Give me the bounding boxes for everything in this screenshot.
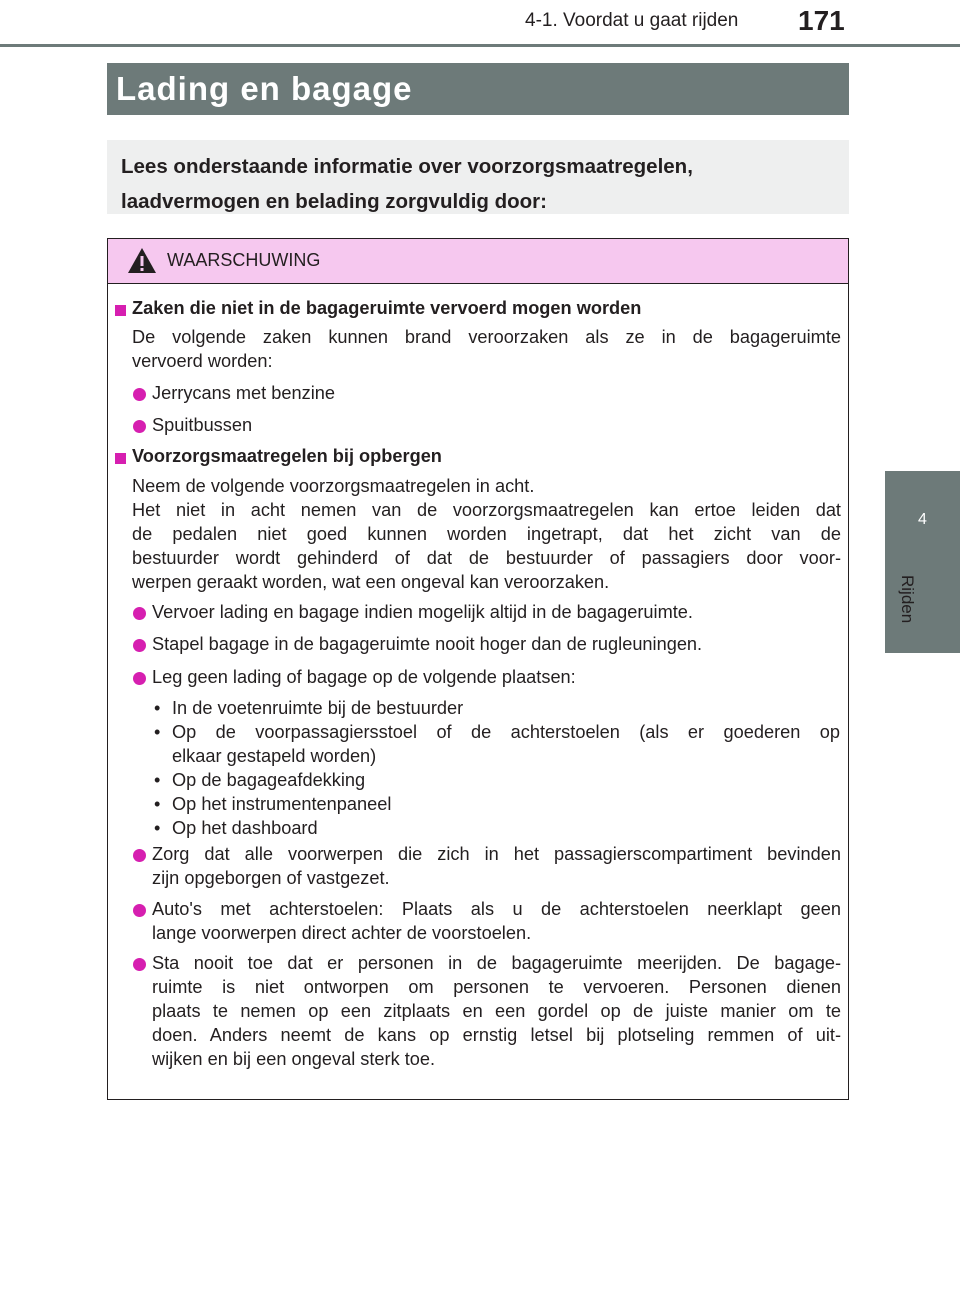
list-item-cont: zijn opgeborgen of vastgezet. bbox=[152, 868, 390, 888]
section-square-icon bbox=[115, 453, 126, 464]
chapter-label: Rijden bbox=[898, 575, 917, 624]
bullet-dot-icon bbox=[133, 849, 146, 862]
chapter-tab bbox=[885, 471, 960, 653]
paragraph-line: bestuurder wordt gehinderd of dat de bestuurder of passagiers door voor- bbox=[132, 548, 841, 568]
running-header-section: 4-1. Voordat u gaat rijden bbox=[525, 10, 739, 31]
paragraph-line: De volgende zaken kunnen brand veroorzaken als ze in de bagageruimte bbox=[132, 327, 841, 347]
header-rule bbox=[0, 44, 960, 47]
bullet-dot-icon bbox=[133, 388, 146, 401]
bullet-dot-icon bbox=[133, 904, 146, 917]
intro-line-2: laadvermogen en belading zorgvuldig door: bbox=[121, 190, 547, 213]
bullet-dot-icon bbox=[133, 672, 146, 685]
sub-list-item-cont: elkaar gestapeld worden) bbox=[172, 746, 377, 766]
sub-bullet: • bbox=[154, 698, 161, 718]
list-item-cont: doen. Anders neemt de kans op ernstig letsel bij plotseling remmen of uit- bbox=[152, 1025, 841, 1045]
list-item: Zorg dat alle voorwerpen die zich in het passagierscompartiment bevinden bbox=[152, 844, 841, 864]
warning-header bbox=[108, 239, 848, 284]
page-number: 171 bbox=[798, 5, 845, 36]
chapter-number: 4 bbox=[918, 511, 927, 528]
list-item: Auto's met achterstoelen: Plaats als u de achterstoelen neerklapt geen bbox=[152, 899, 841, 919]
paragraph-line: Neem de volgende voorzorgsmaatregelen in acht. bbox=[132, 476, 535, 496]
list-item: Stapel bagage in de bagageruimte nooit hoger dan de rugleuningen. bbox=[152, 634, 703, 654]
bullet-dot-icon bbox=[133, 607, 146, 620]
intro-line-1: Lees onderstaande informatie over voorzorgsmaatregelen, bbox=[121, 155, 693, 178]
list-item-cont: plaats te nemen op een zitplaats en een gordel op de juiste manier om te bbox=[152, 1001, 841, 1021]
bullet-dot-icon bbox=[133, 958, 146, 971]
warning-box bbox=[107, 238, 849, 1100]
intro-box bbox=[107, 140, 849, 214]
section-heading: Voorzorgsmaatregelen bij opbergen bbox=[132, 446, 442, 466]
list-item-cont: wijken en bij een ongeval sterk toe. bbox=[152, 1049, 436, 1069]
section-square-icon bbox=[115, 305, 126, 316]
sub-list-item: Op de bagageafdekking bbox=[172, 770, 366, 790]
list-item: Jerrycans met benzine bbox=[152, 383, 335, 403]
paragraph-line: de pedalen niet goed kunnen worden ingetrapt, dat het zicht van de bbox=[132, 524, 841, 544]
bullet-dot-icon bbox=[133, 639, 146, 652]
sub-bullet: • bbox=[154, 794, 161, 814]
page-title: Lading en bagage bbox=[107, 63, 849, 115]
section-heading: Zaken die niet in de bagageruimte vervoerd mogen worden bbox=[132, 298, 642, 318]
list-item: Leg geen lading of bagage op de volgende plaatsen: bbox=[152, 667, 576, 687]
warning-label: WAARSCHUWING bbox=[167, 250, 321, 270]
sub-bullet: • bbox=[154, 818, 161, 838]
sub-bullet: • bbox=[154, 770, 161, 790]
list-item: Sta nooit toe dat er personen in de bagageruimte meerijden. De bagage- bbox=[152, 953, 841, 973]
sub-list-item: Op het instrumentenpaneel bbox=[172, 794, 392, 814]
list-item: Vervoer lading en bagage indien mogelijk altijd in de bagageruimte. bbox=[152, 602, 693, 622]
warning-triangle-icon bbox=[127, 247, 157, 274]
list-item-cont: ruimte is niet ontworpen om personen te vervoeren. Personen dienen bbox=[152, 977, 841, 997]
paragraph-line: werpen geraakt worden, wat een ongeval kan veroorzaken. bbox=[132, 572, 610, 592]
paragraph-line: Het niet in acht nemen van de voorzorgsmaatregelen kan ertoe leiden dat bbox=[132, 500, 841, 520]
sub-list-item: Op de voorpassagiersstoel of de achterstoelen (als er goederen op bbox=[172, 722, 840, 742]
sub-list-item: In de voetenruimte bij de bestuurder bbox=[172, 698, 464, 718]
sub-bullet: • bbox=[154, 722, 161, 742]
bullet-dot-icon bbox=[133, 420, 146, 433]
sub-list-item: Op het dashboard bbox=[172, 818, 318, 838]
list-item-cont: lange voorwerpen direct achter de voorstoelen. bbox=[152, 923, 532, 943]
paragraph-line: vervoerd worden: bbox=[132, 351, 273, 371]
list-item: Spuitbussen bbox=[152, 415, 253, 435]
